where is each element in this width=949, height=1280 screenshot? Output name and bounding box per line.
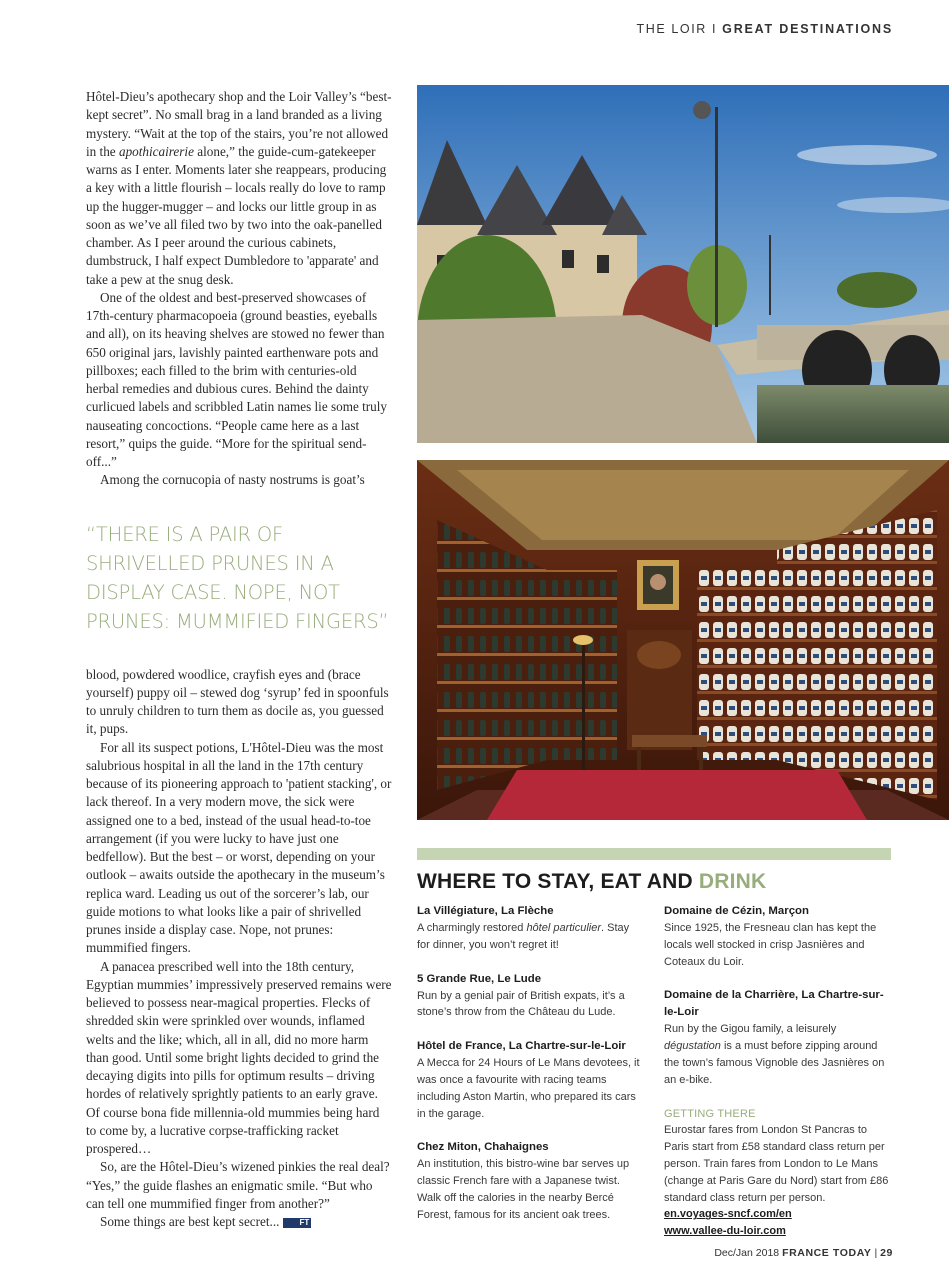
listing-text-end: is a must before zipping around the town’s famous Vignoble des Jasnières on an e-bike. [664, 1040, 885, 1086]
listing-text-start: A charmingly restored [417, 922, 527, 934]
listing-description: A Mecca for 24 Hours of Le Mans devotees, it was once a favourite with racing teams including Aston Martin, who prepared its cars in the garage. [417, 1057, 640, 1120]
article-body [86, 88, 392, 1231]
listing-description: An institution, this bistro-wine bar serves up classic French fare with a Japanese twist. Walk off the calories in the nearby Bercé Forest, famous for its ancient oak trees. [417, 1158, 630, 1221]
ft-end-mark-icon: FT [283, 1218, 311, 1228]
article-paragraph-4: blood, powdered woodlice, crayfish eyes and (brace yourself) puppy oil – stewed dog ‘syrup’ fed in spoonfuls to unruly children to turn them as docile as, you guessed it, pups. [86, 666, 389, 737]
sidebar-title-highlight: DRINK [698, 870, 767, 893]
listing-description [417, 920, 643, 954]
page-footer [714, 1247, 893, 1259]
sidebar-title-main: WHERE TO STAY, EAT AND [417, 870, 693, 893]
listing-name: Domaine de Cézin, Marçon [664, 905, 809, 917]
sidebar-accent-bar [417, 848, 891, 860]
sidebar-column-right [664, 903, 890, 1257]
article-paragraph-1 [86, 88, 392, 289]
para1-end: alone,” the guide-cum-gatekeeper warns as I enter. Moments later she reappears, producing a key with a little flourish – locals really do love to ramp up the hugger-mugger – and locks our little group in as soon as we’ve all filed two by two into the oak-panelled chamber. As I peer around the curious cabinets, dumbstruck, I half expect Dumbledore to 'apparate' and take a pew at the snug desk. [86, 143, 387, 287]
listing-name: 5 Grande Rue, Le Lude [417, 972, 542, 985]
page-number: 29 [880, 1247, 893, 1259]
listing-entry [664, 903, 890, 970]
getting-there-heading: GETTING THERE [664, 1107, 756, 1120]
para1-italic: apothicairerie [118, 143, 194, 159]
footer-separator: | [874, 1247, 878, 1259]
listing-entry [417, 1038, 643, 1122]
article-paragraph-3: Among the cornucopia of nasty nostrums is goat’s [100, 472, 365, 488]
footer-issue: Dec/Jan 2018 [714, 1247, 780, 1259]
article-paragraph-5: For all its suspect potions, L'Hôtel-Dieu was the most salubrious hospital in all the land in the 17th century because of its pioneering approach to 'patient stacking', or lack thereof. In a very modern move, the sick were assigned one to a bed, instead of the usual head-to-toe arrangement (if you were lucky to have just one bedfellow). But the best – or worst, depending on your outlook – awaits outside the apothecary in the museum’s replica ward. Leading us out of the sorcerer’s lab, our guide motions to what looks like a pair of shrivelled prunes inside a display case. Nope, not prunes: mummified fingers. [86, 739, 392, 956]
getting-there-section [664, 1106, 890, 1240]
getting-there-text: Eurostar fares from London St Pancras to Paris start from £58 standard class return per person. Train fares from London to Le Mans (change at Paris Gare du Nord) start from £86 standard class return per person. [664, 1124, 889, 1204]
listing-entry [417, 971, 643, 1022]
header-title: GREAT DESTINATIONS [722, 22, 893, 36]
article-paragraph-6: A panacea prescribed well into the 18th century, Egyptian mummies’ impressively preserved remains were believed to possess near-magical properties. Flecks of shredded skin were sprinkled over wounds, inflamed welts and the like; which, all in all, did no more harm than good. Until some bright lights decided to grind the decaying digits into pills for optimum results – driving hordes of relatively sprightly patients to an early grave. Of course bona fide millennia-old mummies being hard to come by, a lucrative corpse-trafficking racket prospered… [86, 958, 392, 1156]
apothecary-interior-photo [417, 460, 949, 820]
sidebar-title [417, 870, 766, 894]
para8-text: Some things are best kept secret... [100, 1214, 280, 1229]
article-paragraph-8 [86, 1213, 392, 1231]
chateau-bridge-photo [417, 85, 949, 443]
sidebar-column-left [417, 903, 643, 1241]
listing-text-italic: dégustation [664, 1040, 721, 1053]
listing-text-end: . Stay for dinner, you won’t regret it! [417, 922, 630, 951]
running-header [636, 22, 893, 36]
chateau-bridge-illustration [417, 85, 949, 443]
listing-entry [417, 1139, 643, 1223]
link-vallee-du-loir[interactable]: www.vallee-du-loir.com [664, 1225, 786, 1238]
listing-text-italic: hôtel particulier [526, 922, 602, 934]
pull-quote: “THERE IS A PAIR OF SHRIVELLED PRUNES IN A DISPLAY CASE. NOPE, NOT PRUNES: MUMMIFIED FINGERS” [86, 522, 389, 633]
listing-name: Domaine de la Charrière, La Chartre-sur-le-Loir [664, 989, 884, 1019]
listing-description [664, 1021, 890, 1088]
listing-name: Chez Miton, Chahaignes [417, 1141, 549, 1154]
listing-description: Run by a genial pair of British expats, it’s a stone’s throw from the Château du Lude. [417, 989, 625, 1019]
header-separator: I [712, 22, 718, 36]
footer-magazine: FRANCE TODAY [782, 1247, 872, 1259]
listing-name: La Villégiature, La Flèche [417, 905, 554, 917]
article-paragraph-7: So, are the Hôtel-Dieu’s wizened pinkies the real deal? “Yes,” the guide flashes an enigmatic smile. “But who can tell one mummified finger from another?” [86, 1159, 390, 1211]
listing-entry [664, 987, 890, 1088]
article-paragraph-2: One of the oldest and best-preserved showcases of 17th-century pharmacopoeia (ground beasties, eyeballs and all), on its heaving shelves are stowed no fewer than 650 original jars, lavishly painted earthenware pots and pillboxes; each filled to the brim with centuries-old herbal remedies and dubious cures. Behind the dainty curlicued labels and scribbled Latin names lie some truly nauseating concoctions. “People came here as a last resort,” quips the guide. “More for the spiritual send-off...” [86, 289, 388, 469]
listing-description: Since 1925, the Fresneau clan has kept the locals well stocked in crisp Jasnières and Coteaux du Loir. [664, 922, 877, 968]
listing-entry [417, 903, 643, 954]
listing-name: Hôtel de France, La Chartre-sur-le-Loir [417, 1040, 626, 1053]
link-voyages-sncf[interactable]: en.voyages-sncf.com/en [664, 1208, 792, 1221]
listing-text-start: Run by the Gigou family, a leisurely [664, 1023, 837, 1036]
apothecary-illustration [417, 460, 949, 820]
header-section: THE LOIR [636, 22, 707, 36]
para1-start: Hôtel-Dieu’s apothecary shop and the Loir Valley’s “best-kept secret”. No small brag in a land branded as a living mystery. “Wait at the top of the stairs, you’re not allowed in the [86, 89, 392, 159]
